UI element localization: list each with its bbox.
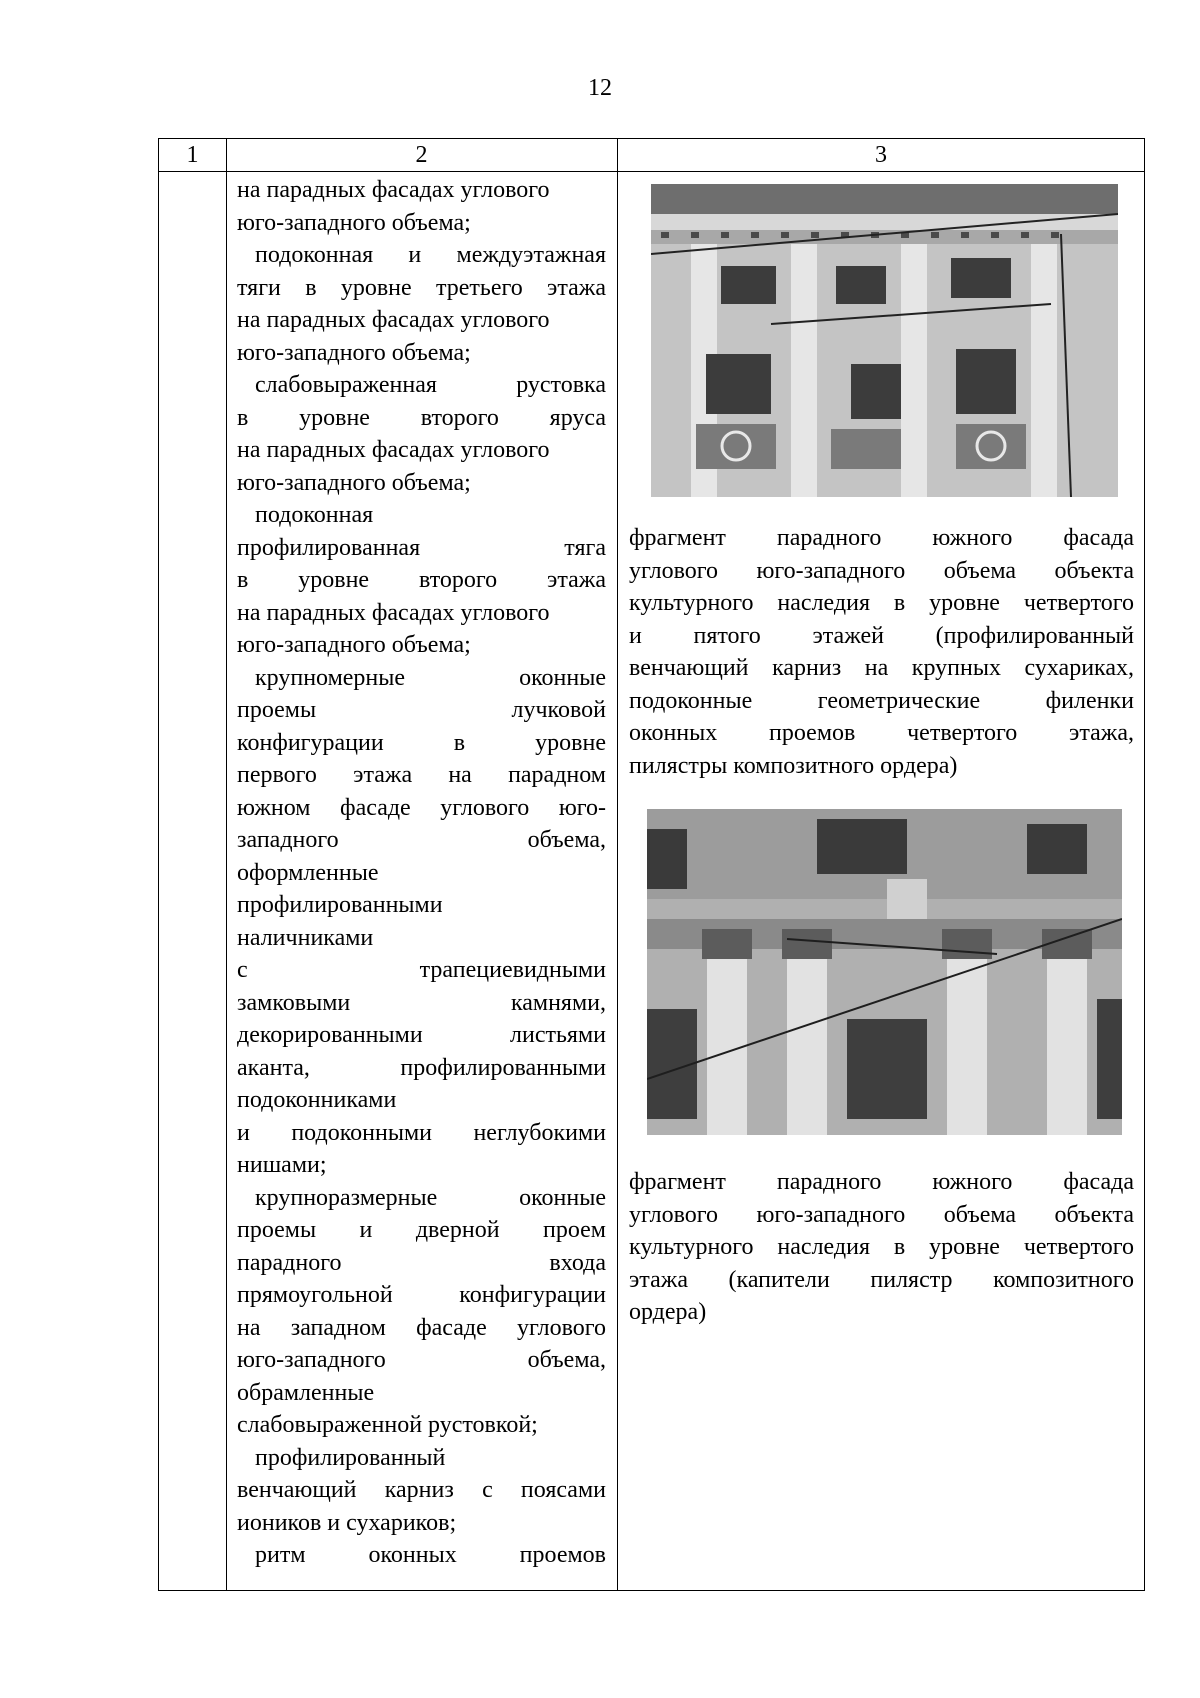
caption-line: оконных проемов четвертого этажа, <box>629 720 1134 746</box>
text-line: на западном фасаде углового <box>237 1314 606 1341</box>
text-line: в уровне второго яруса <box>237 404 606 431</box>
caption-line: пилястры композитного ордера) <box>629 752 958 779</box>
caption-line: этажа (капители пилястр композитного <box>629 1266 1134 1293</box>
column-divider-2 <box>617 139 618 1590</box>
text-line: ритм оконных проемов <box>255 1542 606 1568</box>
text-line: замковыми камнями, <box>237 989 606 1016</box>
text-line: венчающий карниз с поясами <box>237 1477 606 1503</box>
text-line: юго-западного объема; <box>237 339 471 366</box>
caption-line: фрагмент парадного южного фасада <box>629 1169 1134 1195</box>
text-line: парадного входа <box>237 1249 606 1276</box>
text-line: слабовыраженная рустовка <box>255 372 606 398</box>
text-line: проемы лучковой <box>237 697 606 723</box>
caption-line: подоконные геометрические филенки <box>629 687 1134 714</box>
caption-line: углового юго-западного объема объекта <box>629 1201 1134 1228</box>
caption-line: культурного наследия в уровне четвертого <box>629 590 1134 616</box>
page-number: 12 <box>588 75 612 101</box>
facade-photo-1-image <box>651 184 1118 497</box>
text-line: на парадных фасадах углового <box>237 177 550 203</box>
text-line: нишами; <box>237 1152 327 1178</box>
caption-line: ордера) <box>629 1299 707 1325</box>
text-line: южном фасаде углового юго- <box>237 794 606 821</box>
text-line: конфигурации в уровне <box>237 729 606 756</box>
text-line: юго-западного объема, <box>237 1347 606 1373</box>
text-line: первого этажа на парадном <box>237 762 606 788</box>
caption-line: венчающий карниз на крупных сухариках, <box>629 655 1134 681</box>
text-line: аканта, профилированными <box>237 1054 606 1081</box>
text-line: на парадных фасадах углового <box>237 307 550 333</box>
text-line: юго-западного объема; <box>237 209 471 236</box>
text-line: подоконная <box>255 502 374 528</box>
column-number-3: 3 <box>875 142 887 168</box>
text-line: юго-западного объема; <box>237 469 471 496</box>
text-line: иоников и сухариков; <box>237 1509 457 1536</box>
text-line: прямоугольной конфигурации <box>237 1282 606 1308</box>
text-line: декорированными листьями <box>237 1022 606 1048</box>
caption-line: и пятого этажей (профилированный <box>629 622 1134 649</box>
text-line: тяги в уровне третьего этажа <box>237 274 606 301</box>
text-line: профилированная тяга <box>237 534 606 561</box>
text-line: на парадных фасадах углового <box>237 599 550 626</box>
text-line: подоконниками <box>237 1087 397 1113</box>
header-divider <box>159 171 1144 172</box>
text-line: юго-западного объема; <box>237 632 471 658</box>
text-line: крупномерные оконные <box>255 664 606 691</box>
facade-photo-2-image <box>647 809 1122 1135</box>
text-line: проемы и дверной проем <box>237 1217 606 1243</box>
facade-photo-1 <box>651 184 1118 497</box>
facade-photo-2 <box>647 809 1122 1135</box>
text-line: и подоконными неглубокими <box>237 1119 606 1146</box>
text-line: в уровне второго этажа <box>237 567 606 593</box>
text-line: подоконная и междуэтажная <box>255 242 606 268</box>
text-line: западного объема, <box>237 827 606 853</box>
caption-line: фрагмент парадного южного фасада <box>629 525 1134 551</box>
text-line: с трапециевидными <box>237 957 606 983</box>
text-line: крупноразмерные оконные <box>255 1184 606 1211</box>
text-line: оформленные <box>237 859 379 886</box>
caption-line: культурного наследия в уровне четвертого <box>629 1234 1134 1260</box>
text-line: профилированными <box>237 892 443 918</box>
caption-line: углового юго-западного объема объекта <box>629 557 1134 584</box>
column-number-2: 2 <box>415 142 428 168</box>
text-line: наличниками <box>237 924 374 951</box>
heritage-elements-table <box>158 138 1145 1591</box>
text-line: на парадных фасадах углового <box>237 437 550 463</box>
column-number-1: 1 <box>186 142 199 168</box>
text-line: профилированный <box>255 1444 446 1471</box>
column-divider-1 <box>226 139 227 1590</box>
text-line: слабовыраженной рустовкой; <box>237 1412 538 1438</box>
photo-2-caption <box>629 1166 1134 1329</box>
photo-1-caption <box>629 522 1134 782</box>
text-line: обрамленные <box>237 1379 375 1406</box>
column-2-cell <box>237 174 606 1572</box>
